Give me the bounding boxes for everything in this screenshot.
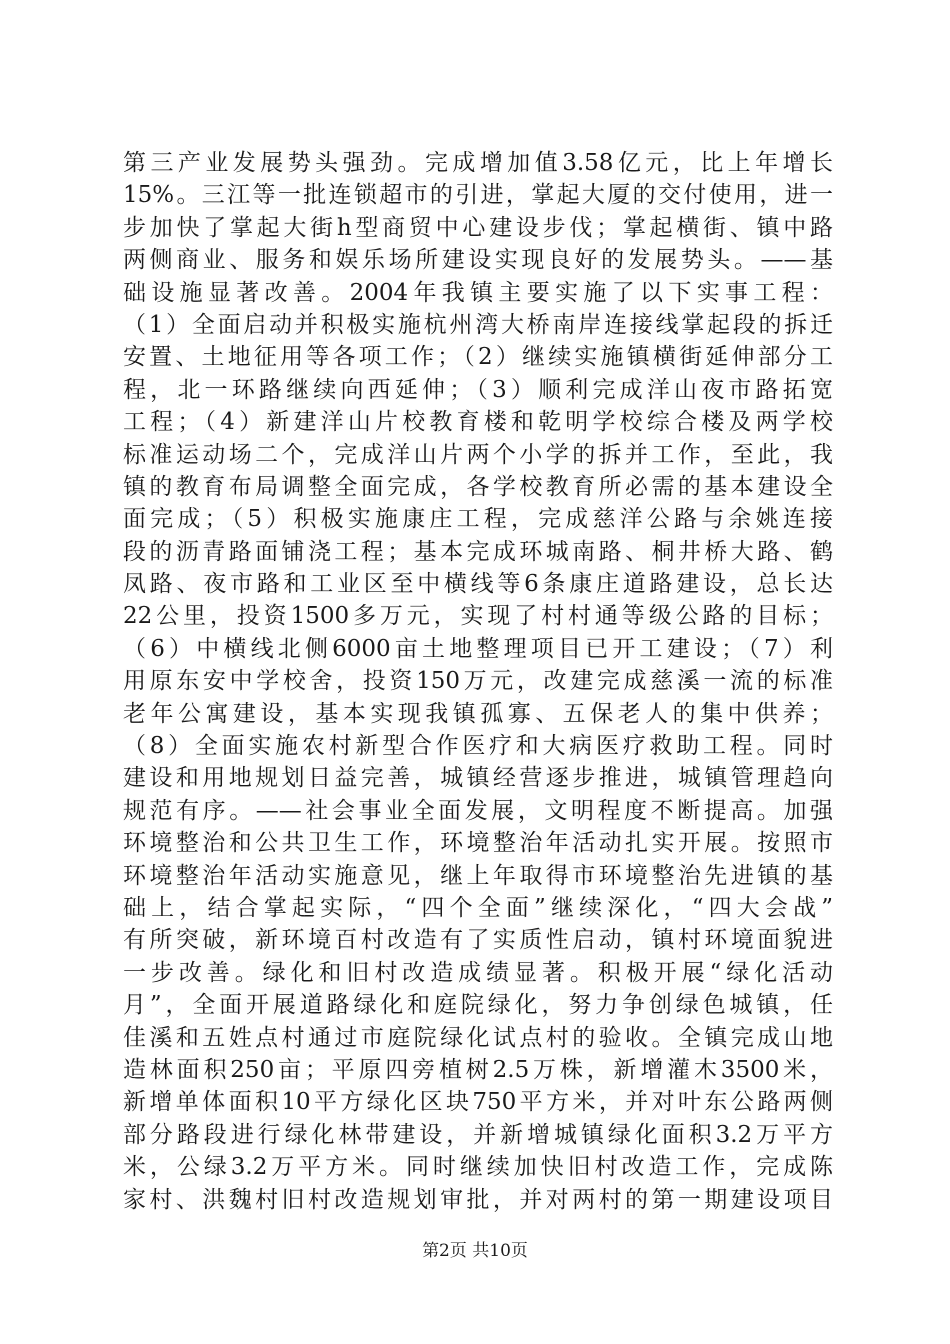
text-line: 月”，全面开展道路绿化和庭院绿化，努力争创绿色城镇，任 <box>123 992 833 1019</box>
text-line: 镇的教育布局调整全面完成，各学校教育所必需的基本建设全 <box>123 473 833 500</box>
text-line: 建设和用地规划日益完善，城镇经营逐步推进，城镇管理趋向 <box>123 765 833 792</box>
text-line: 老年公寓建设，基本实现我镇孤寡、五保老人的集中供养； <box>123 700 833 727</box>
text-line: 面完成；（5）积极实施康庄工程，完成慈洋公路与余姚连接 <box>123 506 833 533</box>
text-line: 两侧商业、服务和娱乐场所建设实现良好的发展势头。——基 <box>123 247 833 274</box>
text-line: 础设施显著改善。2004年我镇主要实施了以下实事工程： <box>123 279 833 306</box>
text-line: 步加快了掌起大街h型商贸中心建设步伐；掌起横街、镇中路 <box>123 214 833 241</box>
text-line: 凤路、夜市路和工业区至中横线等6条康庄道路建设，总长达 <box>123 571 833 598</box>
text-line: 础上，结合掌起实际，“四个全面”继续深化，“四大会战” <box>123 894 833 921</box>
text-line: 22公里，投资1500多万元，实现了村村通等级公路的目标； <box>123 603 833 630</box>
text-line: 造林面积250亩；平原四旁植树2.5万株，新增灌木3500米， <box>123 1056 833 1083</box>
text-line: 一步改善。绿化和旧村改造成绩显著。积极开展“绿化活动 <box>123 959 833 986</box>
text-line: 规范有序。——社会事业全面发展，文明程度不断提高。加强 <box>123 797 833 824</box>
text-line: 环境整治年活动实施意见，继上年取得市环境整治先进镇的基 <box>123 862 833 889</box>
text-line: 佳溪和五姓点村通过市庭院绿化试点村的验收。全镇完成山地 <box>123 1024 833 1051</box>
text-line: 标准运动场二个，完成洋山片两个小学的拆并工作，至此，我 <box>123 441 833 468</box>
text-line: 环境整治和公共卫生工作，环境整治年活动扎实开展。按照市 <box>123 830 833 857</box>
text-line: 米，公绿3.2万平方米。同时继续加快旧村改造工作，完成陈 <box>123 1154 833 1181</box>
text-line: 用原东安中学校舍，投资150万元，改建完成慈溪一流的标准 <box>123 668 833 695</box>
text-line: 有所突破，新环境百村改造有了实质性启动，镇村环境面貌进 <box>123 927 833 954</box>
text-line: 工程；（4）新建洋山片校教育楼和乾明学校综合楼及两学校 <box>123 409 833 436</box>
text-line: 新增单体面积10平方绿化区块750平方米，并对叶东公路两侧 <box>123 1089 833 1116</box>
text-line: 安置、土地征用等各项工作；（2）继续实施镇横街延伸部分工 <box>123 344 833 371</box>
text-line: 部分路段进行绿化林带建设，并新增城镇绿化面积3.2万平方 <box>123 1121 833 1148</box>
text-line: 家村、洪魏村旧村改造规划审批，并对两村的第一期建设项目 <box>123 1186 833 1213</box>
text-line: 段的沥青路面铺浇工程；基本完成环城南路、桐井桥大路、鹤 <box>123 538 833 565</box>
body-text <box>123 147 833 1216</box>
page-footer: 第2页 共10页 <box>422 1241 528 1261</box>
text-line: 第三产业发展势头强劲。完成增加值3.58亿元，比上年增长 <box>123 150 833 176</box>
text-line: （6）中横线北侧6000亩土地整理项目已开工建设；（7）利 <box>123 635 833 662</box>
text-line: 15%。三江等一批连锁超市的引进，掌起大厦的交付使用，进一 <box>123 182 833 209</box>
text-line: （8）全面实施农村新型合作医疗和大病医疗救助工程。同时 <box>123 733 833 760</box>
text-line: （1）全面启动并积极实施杭州湾大桥南岸连接线掌起段的拆迁 <box>123 311 833 338</box>
text-line: 程，北一环路继续向西延伸；（3）顺利完成洋山夜市路拓宽 <box>123 376 833 403</box>
